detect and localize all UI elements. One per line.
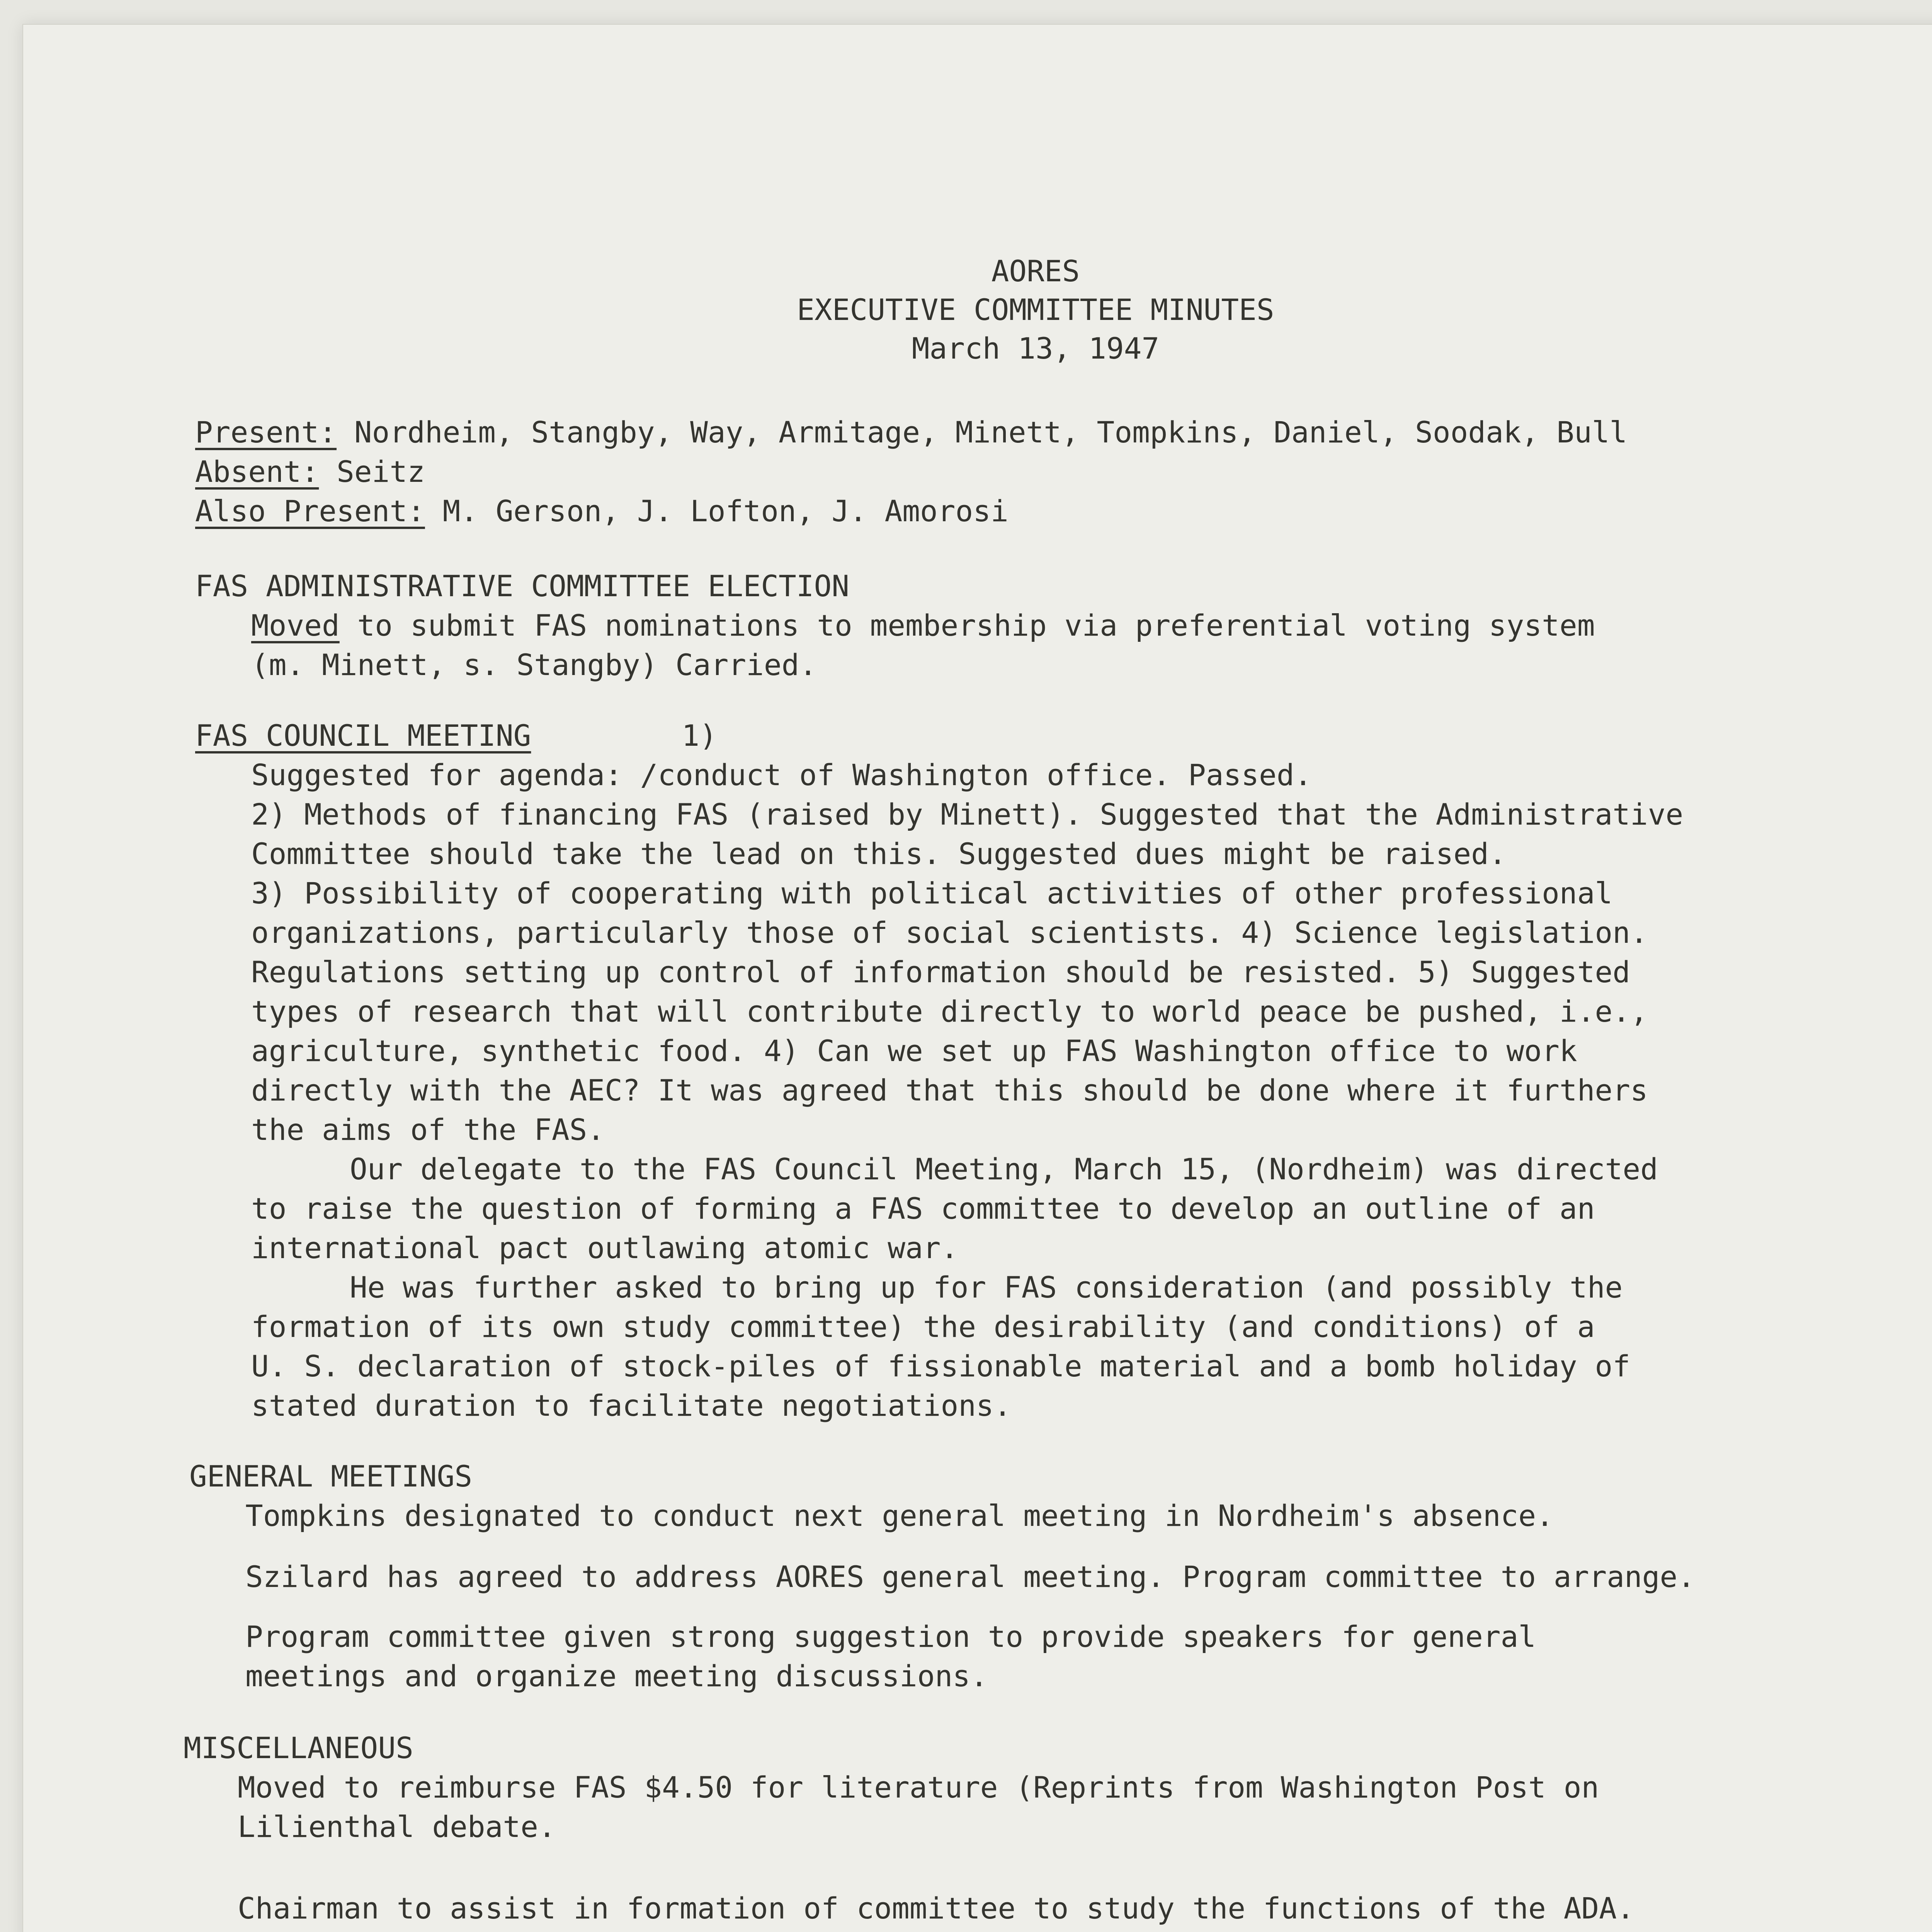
also-present-label: Also Present: — [195, 494, 425, 528]
council-heading: FAS COUNCIL MEETING — [195, 718, 531, 753]
present-value: Nordheim, Stangby, Way, Armitage, Minett, Tompkins, Daniel, Soodak, Bull — [354, 415, 1628, 449]
absent-label: Absent: — [195, 454, 319, 489]
admin-line-2: (m. Minett, s. Stangby) Carried. — [251, 648, 817, 682]
council-line: 2) Methods of financing FAS (raised by Minett). Suggested that the Administrative — [251, 797, 1684, 832]
admin-line-1-rest: to submit FAS nominations to membership via preferential voting system — [339, 608, 1595, 643]
delegate-line: to raise the question of forming a FAS committee to develop an outline of an — [251, 1191, 1595, 1226]
council-line: Regulations setting up control of information should be resisted. 5) Suggested — [251, 955, 1630, 989]
council-line: agriculture, synthetic food. 4) Can we set up FAS Washington office to work — [251, 1034, 1577, 1068]
council-line: types of research that will contribute directly to world peace be pushed, i.e., — [251, 994, 1648, 1029]
further-line: He was further asked to bring up for FAS consideration (and possibly the — [350, 1270, 1623, 1304]
misc-line-1: Moved to reimburse FAS $4.50 for literature (Reprints from Washington Post on — [238, 1770, 1599, 1804]
absent-value: Seitz — [337, 454, 425, 489]
document-date: March 13, 1947 — [912, 331, 1160, 366]
present-label: Present: — [195, 415, 337, 449]
general-line-3: Program committee given strong suggestion to provide speakers for general — [245, 1619, 1536, 1654]
council-line: Suggested for agenda: /conduct of Washington office. Passed. — [251, 758, 1312, 792]
document-page — [22, 24, 1932, 1932]
council-heading-row — [195, 718, 717, 753]
also-present-value: M. Gerson, J. Lofton, J. Amorosi — [442, 494, 1009, 528]
present-row — [195, 415, 1627, 450]
further-line: formation of its own study committee) the desirability (and conditions) of a — [251, 1310, 1595, 1344]
further-line: U. S. declaration of stock-piles of fissionable material and a bomb holiday of — [251, 1349, 1630, 1383]
council-line: the aims of the FAS. — [251, 1112, 605, 1147]
council-line: 3) Possibility of cooperating with political activities of other professional — [251, 876, 1613, 910]
also-present-row — [195, 494, 1009, 529]
admin-heading: FAS ADMINISTRATIVE COMMITTEE ELECTION — [195, 569, 849, 603]
council-line: organizations, particularly those of social scientists. 4) Science legislation. — [251, 915, 1648, 950]
moved-word: Moved — [251, 608, 340, 643]
general-line-2: Szilard has agreed to address AORES general meeting. Program committee to arrange. — [245, 1560, 1695, 1594]
org-name: AORES — [991, 254, 1080, 288]
council-heading-number: 1) — [682, 718, 717, 753]
general-line-1: Tompkins designated to conduct next general meeting in Nordheim's absence. — [245, 1498, 1554, 1533]
document-title: EXECUTIVE COMMITTEE MINUTES — [797, 293, 1274, 327]
general-line-4: meetings and organize meeting discussions. — [245, 1659, 988, 1693]
misc-line-3: Chairman to assist in formation of committee to study the functions of the ADA. — [238, 1891, 1634, 1925]
further-line: stated duration to facilitate negotiations. — [251, 1388, 1012, 1423]
delegate-line: Our delegate to the FAS Council Meeting, March 15, (Nordheim) was directed — [350, 1152, 1658, 1186]
absent-row — [195, 454, 425, 489]
council-line: Committee should take the lead on this. Suggested dues might be raised. — [251, 837, 1507, 871]
admin-line-1 — [251, 608, 1595, 643]
delegate-line: international pact outlawing atomic war. — [251, 1231, 959, 1265]
misc-line-2: Lilienthal debate. — [238, 1810, 556, 1844]
general-heading: GENERAL MEETINGS — [189, 1459, 473, 1493]
misc-heading: MISCELLANEOUS — [184, 1731, 413, 1765]
council-line: directly with the AEC? It was agreed that this should be done where it furthers — [251, 1073, 1648, 1107]
